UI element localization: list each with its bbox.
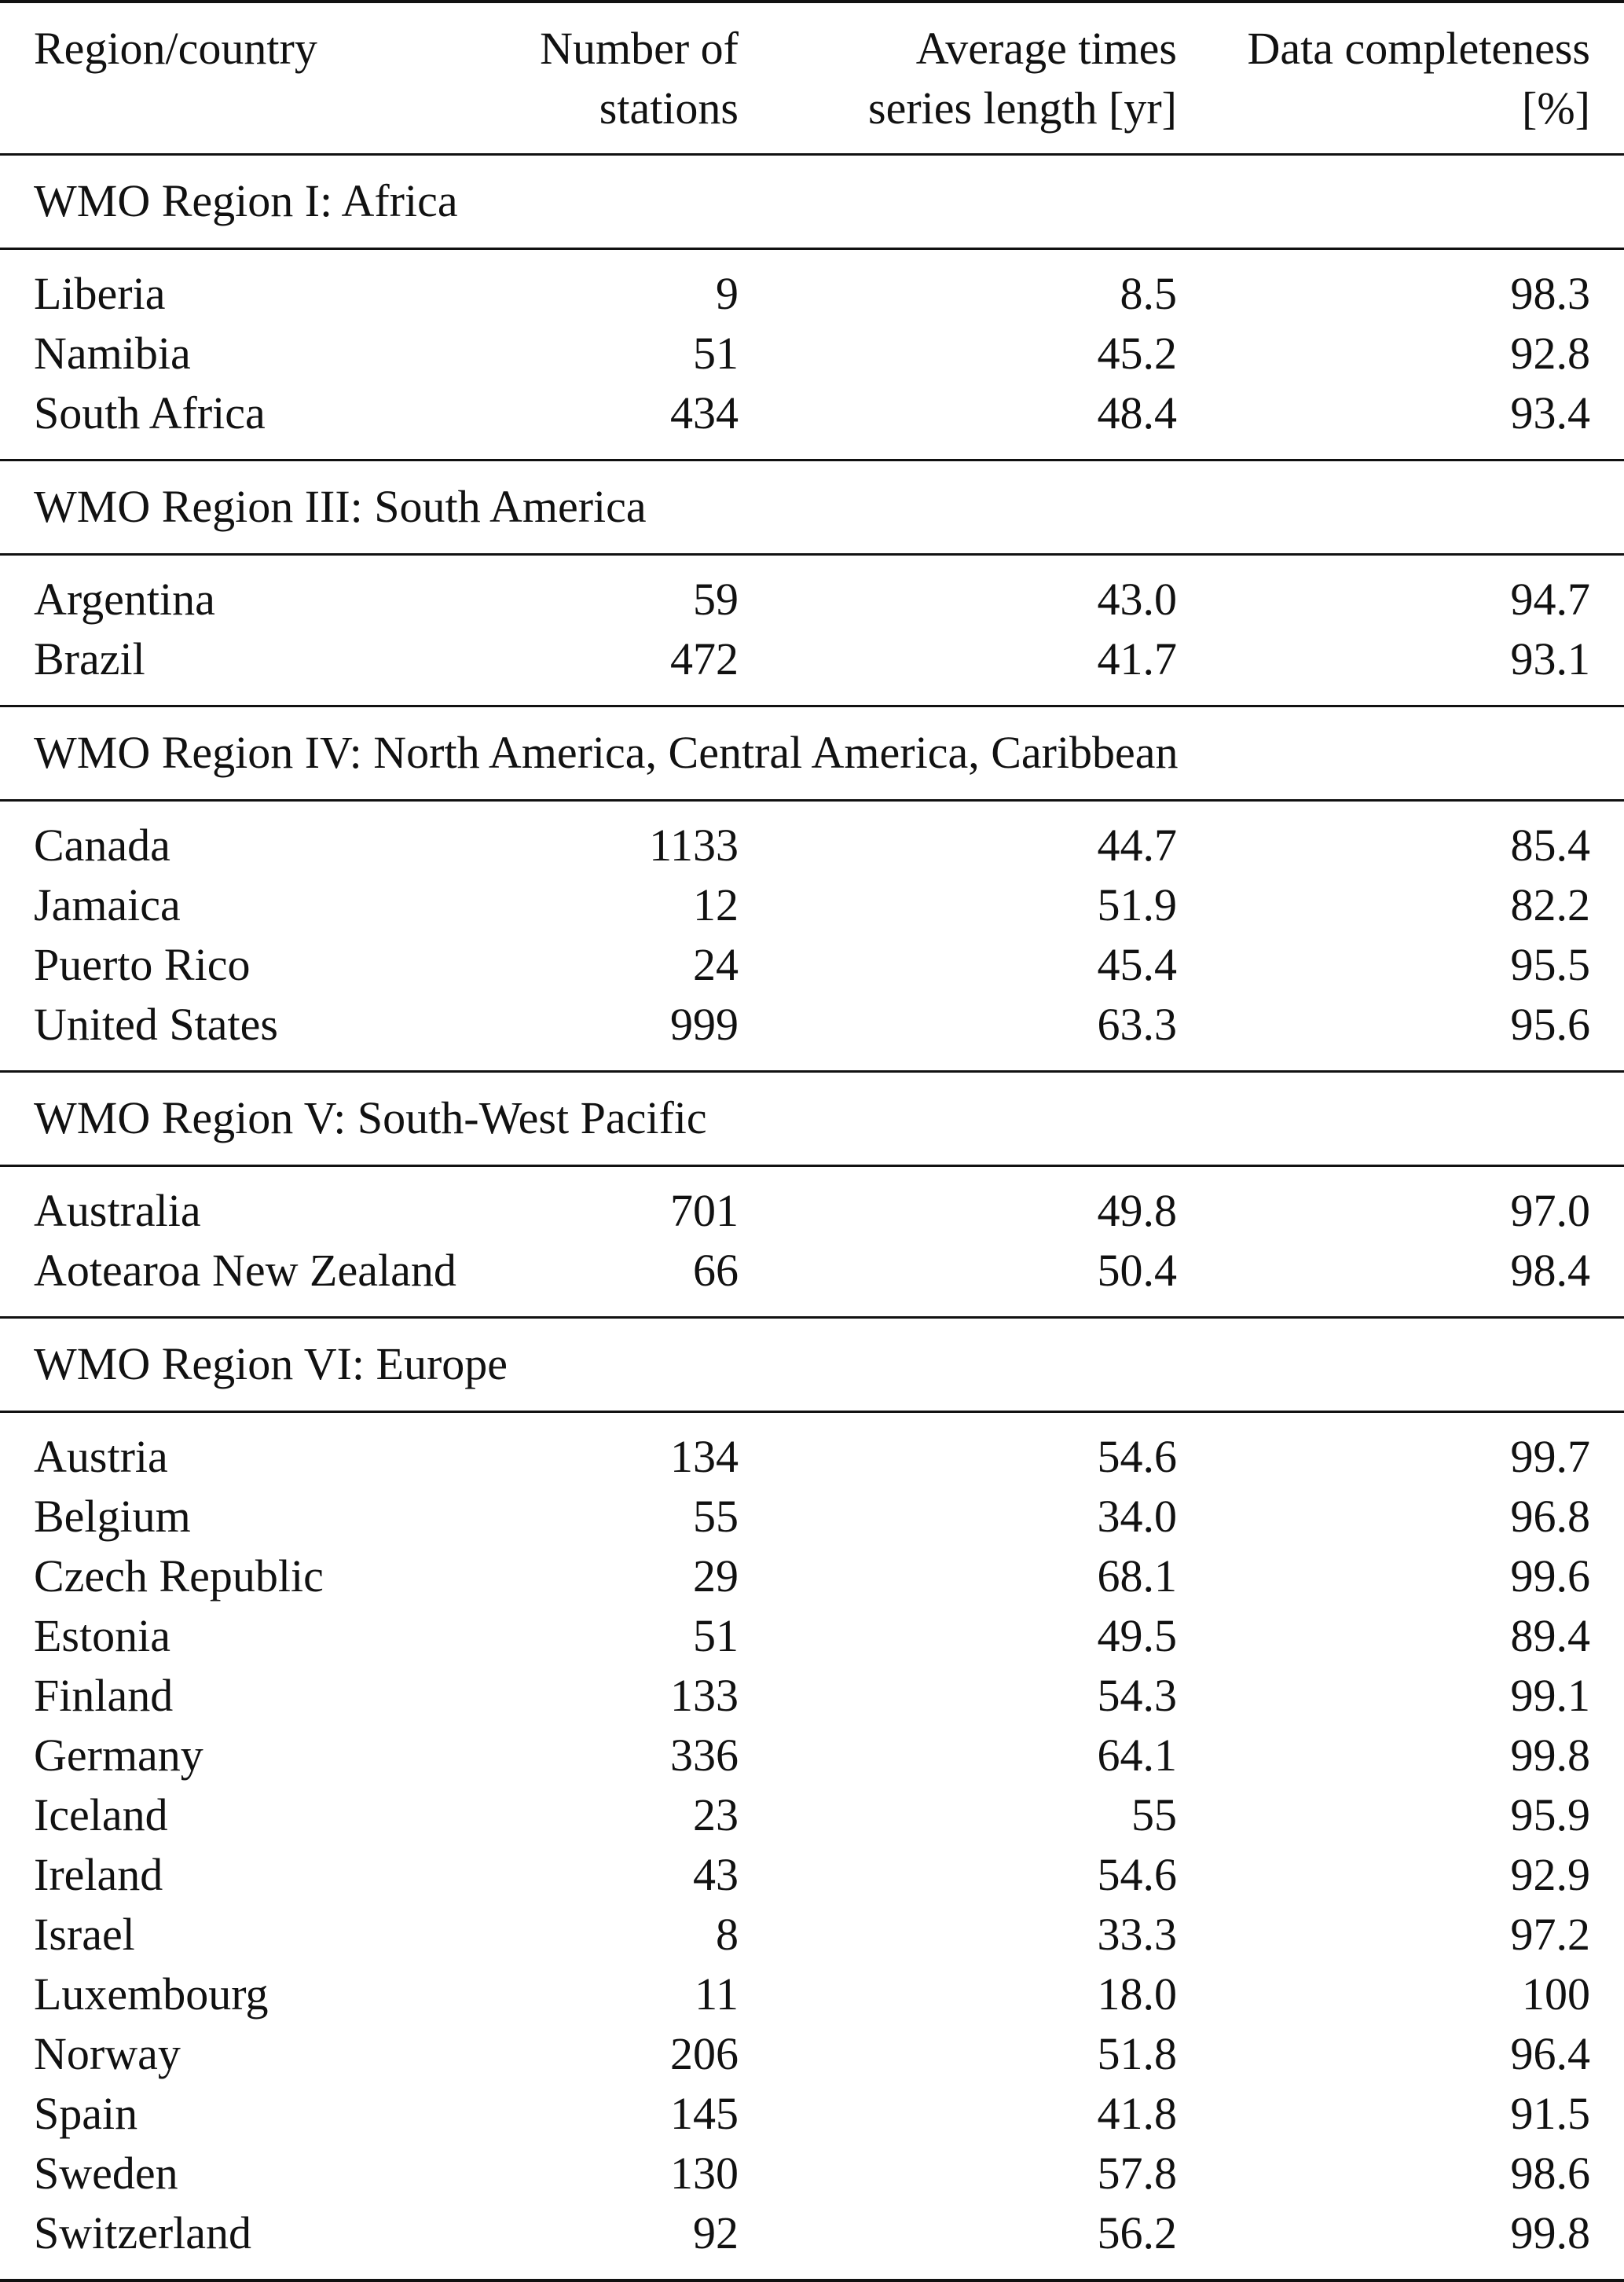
series-length-cell: 8.5 bbox=[1120, 267, 1177, 319]
header-average-length bbox=[815, 2, 1211, 154]
table-row bbox=[0, 1845, 1624, 1905]
series-length-cell: 51.9 bbox=[1097, 879, 1177, 930]
stations-cell: 43 bbox=[693, 1848, 739, 1900]
series-length-cell: 54.6 bbox=[1097, 1430, 1177, 1482]
header-stations-line2: stations bbox=[599, 83, 739, 134]
region-heading-row bbox=[0, 154, 1624, 248]
table-row bbox=[0, 1487, 1624, 1546]
completeness-cell: 92.9 bbox=[1510, 1848, 1590, 1900]
series-length-cell: 63.3 bbox=[1097, 998, 1177, 1050]
country-cell: Australia bbox=[34, 1184, 201, 1236]
completeness-cell: 94.7 bbox=[1510, 573, 1590, 625]
series-length-cell: 49.5 bbox=[1097, 1609, 1177, 1661]
stations-cell: 12 bbox=[693, 879, 739, 930]
region-heading: WMO Region VI: Europe bbox=[34, 1338, 508, 1389]
completeness-cell: 98.3 bbox=[1510, 267, 1590, 319]
country-cell: Luxembourg bbox=[34, 1968, 269, 2020]
region-header-group bbox=[0, 460, 1624, 554]
stations-cell: 51 bbox=[693, 1609, 739, 1661]
region-rows-group bbox=[0, 1165, 1624, 1317]
series-length-cell: 18.0 bbox=[1097, 1968, 1177, 2020]
series-length-cell: 55 bbox=[1131, 1789, 1177, 1840]
country-cell: Czech Republic bbox=[34, 1550, 324, 1601]
table-row bbox=[0, 2084, 1624, 2144]
region-heading-row bbox=[0, 1071, 1624, 1165]
country-cell: South Africa bbox=[34, 387, 266, 438]
completeness-cell: 95.5 bbox=[1510, 938, 1590, 990]
table-row bbox=[0, 875, 1624, 935]
header-completeness-line2: [%] bbox=[1522, 83, 1590, 134]
completeness-cell: 97.0 bbox=[1510, 1184, 1590, 1236]
stations-cell: 11 bbox=[695, 1968, 739, 2020]
region-header-group bbox=[0, 706, 1624, 800]
region-rows-group bbox=[0, 554, 1624, 706]
stations-cell: 29 bbox=[693, 1550, 739, 1601]
completeness-cell: 99.6 bbox=[1510, 1550, 1590, 1601]
stations-cell: 55 bbox=[693, 1490, 739, 1542]
series-length-cell: 54.6 bbox=[1097, 1848, 1177, 1900]
table-row bbox=[0, 1606, 1624, 1666]
country-cell: Sweden bbox=[34, 2147, 178, 2199]
stations-cell: 134 bbox=[670, 1430, 739, 1482]
region-header-group bbox=[0, 1317, 1624, 1411]
series-length-cell: 43.0 bbox=[1097, 573, 1177, 625]
country-cell: Germany bbox=[34, 1729, 203, 1781]
stations-cell: 701 bbox=[670, 1184, 739, 1236]
country-cell: Estonia bbox=[34, 1609, 170, 1661]
completeness-cell: 85.4 bbox=[1510, 819, 1590, 871]
header-data-completeness bbox=[1211, 2, 1624, 154]
region-heading: WMO Region V: South-West Pacific bbox=[34, 1092, 707, 1143]
stations-cell: 130 bbox=[670, 2147, 739, 2199]
table-row bbox=[0, 1411, 1624, 1487]
table-row bbox=[0, 1546, 1624, 1606]
completeness-cell: 95.6 bbox=[1510, 998, 1590, 1050]
completeness-cell: 96.8 bbox=[1510, 1490, 1590, 1542]
country-cell: Jamaica bbox=[34, 879, 181, 930]
completeness-cell: 96.4 bbox=[1510, 2027, 1590, 2079]
completeness-cell: 98.6 bbox=[1510, 2147, 1590, 2199]
header-stations-line1: Number of bbox=[540, 23, 739, 74]
completeness-cell: 93.1 bbox=[1510, 633, 1590, 684]
header-region-country bbox=[0, 2, 511, 154]
country-cell: Spain bbox=[34, 2087, 138, 2139]
country-cell: Aotearoa New Zealand bbox=[34, 1244, 456, 1296]
stations-cell: 59 bbox=[693, 573, 739, 625]
series-length-cell: 68.1 bbox=[1097, 1550, 1177, 1601]
stations-cell: 1133 bbox=[649, 819, 739, 871]
stations-cell: 999 bbox=[670, 998, 739, 1050]
country-cell: Norway bbox=[34, 2027, 181, 2079]
table-row bbox=[0, 383, 1624, 460]
table-row bbox=[0, 2203, 1624, 2280]
completeness-cell: 99.1 bbox=[1510, 1669, 1590, 1721]
stations-cell: 9 bbox=[716, 267, 739, 319]
series-length-cell: 33.3 bbox=[1097, 1908, 1177, 1960]
table-row bbox=[0, 1165, 1624, 1241]
series-length-cell: 41.7 bbox=[1097, 633, 1177, 684]
region-header-group bbox=[0, 154, 1624, 248]
series-length-cell: 56.2 bbox=[1097, 2207, 1177, 2258]
country-cell: Austria bbox=[34, 1430, 168, 1482]
region-heading-cell bbox=[0, 460, 1624, 554]
series-length-cell: 34.0 bbox=[1097, 1490, 1177, 1542]
table-row bbox=[0, 1666, 1624, 1726]
country-cell: Finland bbox=[34, 1669, 174, 1721]
series-length-cell: 54.3 bbox=[1097, 1669, 1177, 1721]
completeness-cell: 93.4 bbox=[1510, 387, 1590, 438]
region-heading-cell bbox=[0, 1071, 1624, 1165]
table-row bbox=[0, 1726, 1624, 1785]
series-length-cell: 45.4 bbox=[1097, 938, 1177, 990]
table-row bbox=[0, 248, 1624, 324]
series-length-cell: 41.8 bbox=[1097, 2087, 1177, 2139]
country-cell: Switzerland bbox=[34, 2207, 252, 2258]
stations-cell: 66 bbox=[693, 1244, 739, 1296]
region-heading: WMO Region I: Africa bbox=[34, 175, 458, 226]
country-cell: Israel bbox=[34, 1908, 135, 1960]
table-row bbox=[0, 1241, 1624, 1318]
completeness-cell: 91.5 bbox=[1510, 2087, 1590, 2139]
region-heading-row bbox=[0, 460, 1624, 554]
series-length-cell: 51.8 bbox=[1097, 2027, 1177, 2079]
table-row bbox=[0, 554, 1624, 629]
region-heading-row bbox=[0, 706, 1624, 800]
completeness-cell: 99.7 bbox=[1510, 1430, 1590, 1482]
completeness-cell: 97.2 bbox=[1510, 1908, 1590, 1960]
country-cell: Belgium bbox=[34, 1490, 191, 1542]
stations-cell: 24 bbox=[693, 938, 739, 990]
stations-cell: 8 bbox=[716, 1908, 739, 1960]
region-rows-group bbox=[0, 1411, 1624, 2280]
region-heading-cell bbox=[0, 1317, 1624, 1411]
completeness-cell: 89.4 bbox=[1510, 1609, 1590, 1661]
stations-cell: 92 bbox=[693, 2207, 739, 2258]
region-heading-row bbox=[0, 1317, 1624, 1411]
stations-cell: 23 bbox=[693, 1789, 739, 1840]
region-heading: WMO Region IV: North America, Central America, Caribbean bbox=[34, 727, 1179, 778]
completeness-cell: 98.4 bbox=[1510, 1244, 1590, 1296]
region-header-group bbox=[0, 1071, 1624, 1165]
completeness-cell: 100 bbox=[1522, 1968, 1590, 2020]
series-length-cell: 45.2 bbox=[1097, 327, 1177, 379]
region-heading-cell bbox=[0, 154, 1624, 248]
completeness-cell: 95.9 bbox=[1510, 1789, 1590, 1840]
series-length-cell: 50.4 bbox=[1097, 1244, 1177, 1296]
country-cell: United States bbox=[34, 998, 278, 1050]
stations-cell: 472 bbox=[670, 633, 739, 684]
table-row bbox=[0, 800, 1624, 875]
completeness-cell: 99.8 bbox=[1510, 1729, 1590, 1781]
table-row bbox=[0, 1905, 1624, 1965]
stations-cell: 51 bbox=[693, 327, 739, 379]
stations-cell: 336 bbox=[670, 1729, 739, 1781]
country-cell: Iceland bbox=[34, 1789, 168, 1840]
region-heading: WMO Region III: South America bbox=[34, 481, 647, 532]
country-cell: Argentina bbox=[34, 573, 215, 625]
header-length-line1: Average times bbox=[915, 23, 1177, 74]
series-length-cell: 57.8 bbox=[1097, 2147, 1177, 2199]
region-rows-group bbox=[0, 800, 1624, 1071]
stations-cell: 145 bbox=[670, 2087, 739, 2139]
country-cell: Liberia bbox=[34, 267, 166, 319]
stations-cell: 206 bbox=[670, 2027, 739, 2079]
table-row bbox=[0, 2024, 1624, 2084]
country-cell: Puerto Rico bbox=[34, 938, 251, 990]
series-length-cell: 49.8 bbox=[1097, 1184, 1177, 1236]
country-cell: Canada bbox=[34, 819, 170, 871]
region-heading-cell bbox=[0, 706, 1624, 800]
table-row bbox=[0, 2144, 1624, 2203]
table-row bbox=[0, 935, 1624, 995]
completeness-cell: 82.2 bbox=[1510, 879, 1590, 930]
series-length-cell: 64.1 bbox=[1097, 1729, 1177, 1781]
country-cell: Brazil bbox=[34, 633, 145, 684]
table-header-row bbox=[0, 2, 1624, 154]
country-cell: Namibia bbox=[34, 327, 191, 379]
series-length-cell: 44.7 bbox=[1097, 819, 1177, 871]
header-region-country-label: Region/country bbox=[34, 23, 317, 74]
table-row bbox=[0, 1785, 1624, 1845]
table-row bbox=[0, 1965, 1624, 2024]
header-number-of-stations bbox=[511, 2, 815, 154]
table-row bbox=[0, 324, 1624, 383]
stations-cell: 133 bbox=[670, 1669, 739, 1721]
series-length-cell: 48.4 bbox=[1097, 387, 1177, 438]
completeness-cell: 99.8 bbox=[1510, 2207, 1590, 2258]
region-rows-group bbox=[0, 248, 1624, 460]
country-cell: Ireland bbox=[34, 1848, 163, 1900]
completeness-cell: 92.8 bbox=[1510, 327, 1590, 379]
stations-cell: 434 bbox=[670, 387, 739, 438]
header-length-line2: series length [yr] bbox=[868, 83, 1177, 134]
header-completeness-line1: Data completeness bbox=[1247, 23, 1590, 74]
table-row bbox=[0, 995, 1624, 1072]
table-row bbox=[0, 629, 1624, 706]
